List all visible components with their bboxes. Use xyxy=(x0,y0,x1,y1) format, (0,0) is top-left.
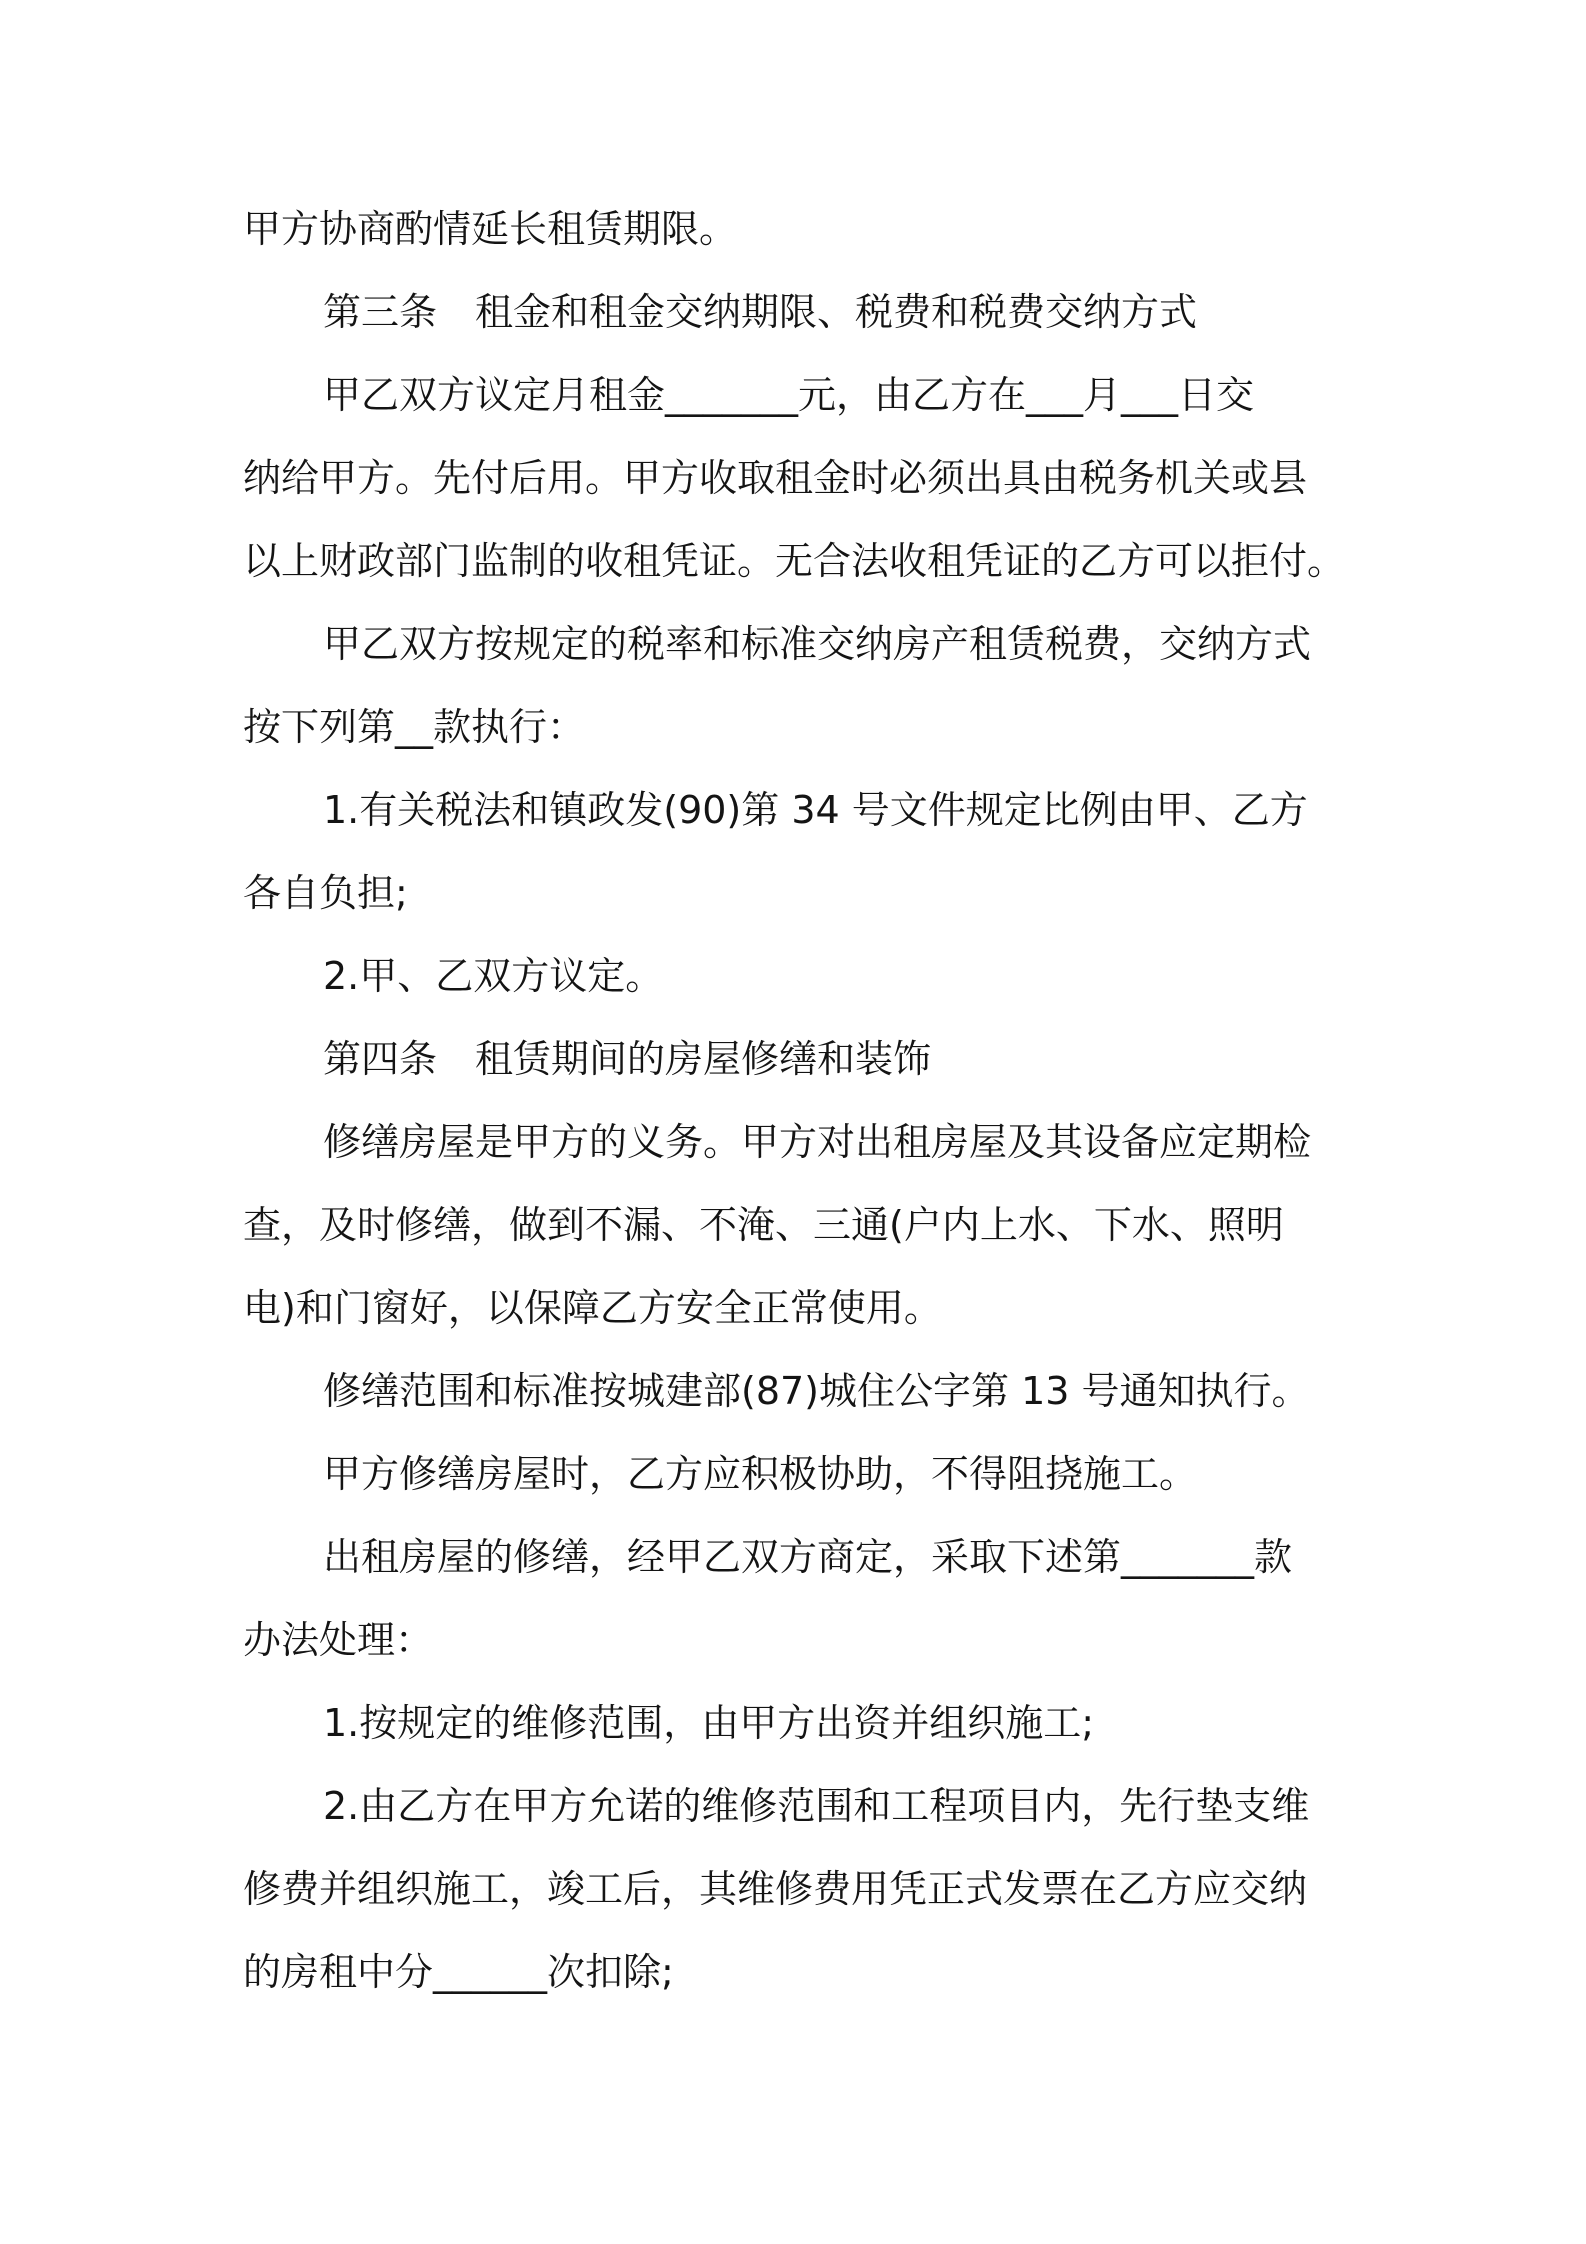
text-line: 以上财政部门监制的收租凭证。无合法收租凭证的乙方可以拒付。 xyxy=(243,539,1346,583)
text-line: 修缮房屋是甲方的义务。甲方对出租房屋及其设备应定期检 xyxy=(323,1120,1312,1164)
text-line: 甲方协商酌情延长租赁期限。 xyxy=(243,207,738,251)
contract-text xyxy=(243,188,1373,2014)
text-line: 按下列第__款执行： xyxy=(243,705,586,749)
text-line: 的房租中分______次扣除; xyxy=(243,1950,674,1994)
text-line: 修缮范围和标准按城建部(87)城住公字第 13 号通知执行。 xyxy=(323,1369,1310,1413)
text-line: 2.由乙方在甲方允诺的维修范围和工程项目内，先行垫支维 xyxy=(323,1784,1310,1828)
text-line: 修费并组织施工，竣工后，其维修费用凭正式发票在乙方应交纳 xyxy=(243,1867,1308,1911)
text-line: 各自负担; xyxy=(243,871,408,915)
text-line: 1.有关税法和镇政发(90)第 34 号文件规定比例由甲、乙方 xyxy=(323,788,1308,832)
text-line: 甲乙双方议定月租金_______元，由乙方在___月___日交 xyxy=(323,373,1255,417)
text-line: 第三条 租金和租金交纳期限、税费和税费交纳方式 xyxy=(323,290,1198,334)
text-line: 甲乙双方按规定的税率和标准交纳房产租赁税费，交纳方式 xyxy=(323,622,1312,666)
text-line: 2.甲、乙双方议定。 xyxy=(323,954,664,998)
text-line: 纳给甲方。先付后用。甲方收取租金时必须出具由税务机关或县 xyxy=(243,456,1308,500)
text-line: 第四条 租赁期间的房屋修缮和装饰 xyxy=(323,1037,932,1081)
text-line: 出租房屋的修缮，经甲乙双方商定，采取下述第_______款 xyxy=(323,1535,1293,1579)
text-line: 办法处理： xyxy=(243,1618,434,1662)
text-line: 1.按规定的维修范围，由甲方出资并组织施工; xyxy=(323,1701,1095,1745)
text-line: 甲方修缮房屋时，乙方应积极协助，不得阻挠施工。 xyxy=(323,1452,1198,1496)
text-line: 电)和门窗好，以保障乙方安全正常使用。 xyxy=(243,1286,942,1330)
text-line: 查，及时修缮，做到不漏、不淹、三通(户内上水、下水、照明 xyxy=(243,1203,1284,1247)
